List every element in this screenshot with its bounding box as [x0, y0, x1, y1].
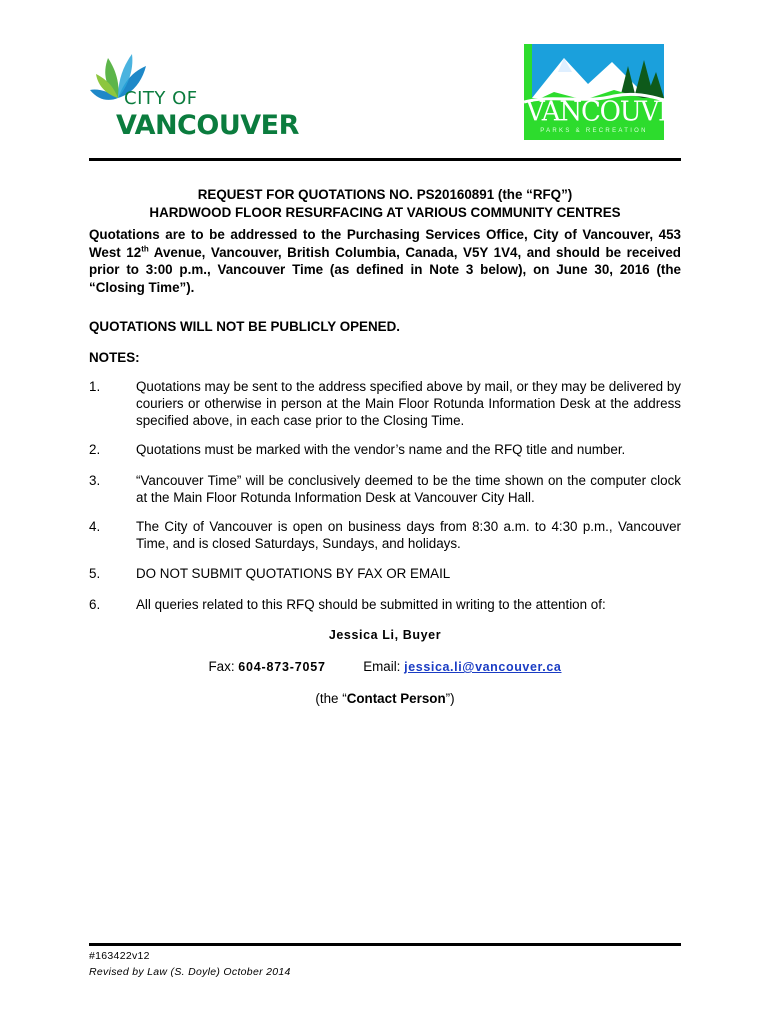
vancouver-text: VANCOUVER [116, 110, 299, 141]
fax-label: Fax: [208, 659, 235, 674]
revision-note: Revised by Law (S. Doyle) October 2014 [89, 966, 291, 978]
note-item [89, 378, 681, 429]
note-text: “Vancouver Time” will be conclusively deemed to be the time shown on the computer clock at the Main Floor Rotunda Information Desk at Vancouver City Hall. [136, 473, 681, 505]
note-number: 2. [89, 442, 101, 457]
contact-details [89, 659, 681, 674]
note-item [89, 518, 681, 552]
vancouver-parks-logo [524, 44, 695, 140]
parks-subtitle-text: PARKS & RECREATION [540, 128, 648, 134]
email-link[interactable]: jessica.li@vancouver.ca [404, 660, 562, 674]
city-of-vancouver-logo [88, 48, 299, 144]
contact-person-term: Contact Person [346, 691, 446, 706]
top-divider [89, 158, 681, 161]
note-number: 6. [89, 597, 101, 612]
bottom-divider [89, 943, 681, 946]
note-text: All queries related to this RFQ should be submitted in writing to the attention of: [136, 597, 606, 612]
rfq-title: REQUEST FOR QUOTATIONS NO. PS20160891 (the “RFQ”) [197, 187, 573, 202]
note-item [89, 565, 681, 582]
notes-heading: NOTES: [89, 350, 140, 365]
person-suffix: ”) [445, 691, 455, 706]
contact-person-note [89, 691, 681, 706]
public-notice: QUOTATIONS WILL NOT BE PUBLICLY OPENED. [89, 319, 400, 334]
note-item [89, 596, 681, 613]
intro-part1: Quotations are to be addressed to the Purchasing Services Office, City of Vancouver, 453 West 12 [89, 227, 681, 260]
note-item [89, 472, 681, 506]
intro-part2: Avenue, Vancouver, British Columbia, Canada, V5Y 1V4, and should be received prior to 3:00 p.m., Vancouver Time (as defined in Note 3 below), on June 30, 2016 (the “Closing Time”). [89, 244, 681, 295]
intro-paragraph [89, 226, 681, 296]
note-text: Quotations may be sent to the address specified above by mail, or they may be delivered by couriers or otherwise in person at the Main Floor Rotunda Information Desk at the address specified above, in each case prior to the Closing Time. [136, 379, 681, 428]
city-of-text: CITY OF [124, 88, 198, 109]
note-text: Quotations must be marked with the vendor’s name and the RFQ title and number. [136, 442, 626, 457]
note-number: 3. [89, 473, 101, 488]
parks-name-text: VANCOUVER [526, 96, 695, 128]
person-prefix: (the “ [315, 691, 347, 706]
rfq-subtitle: HARDWOOD FLOOR RESURFACING AT VARIOUS COMMUNITY CENTRES [149, 205, 621, 220]
document-id: #163422v12 [89, 950, 150, 962]
intro-superscript: th [141, 244, 149, 254]
note-number: 5. [89, 566, 101, 581]
fax-number: 604-873-7057 [238, 660, 326, 674]
email-label: Email: [363, 659, 401, 674]
note-number: 1. [89, 379, 101, 394]
note-item [89, 441, 681, 458]
note-text: DO NOT SUBMIT QUOTATIONS BY FAX OR EMAIL [136, 566, 451, 581]
buyer-name: Jessica Li, Buyer [328, 628, 442, 642]
note-number: 4. [89, 519, 101, 534]
note-text: The City of Vancouver is open on business days from 8:30 a.m. to 4:30 p.m., Vancouver Time, and is closed Saturdays, Sundays, and holidays. [136, 519, 681, 551]
